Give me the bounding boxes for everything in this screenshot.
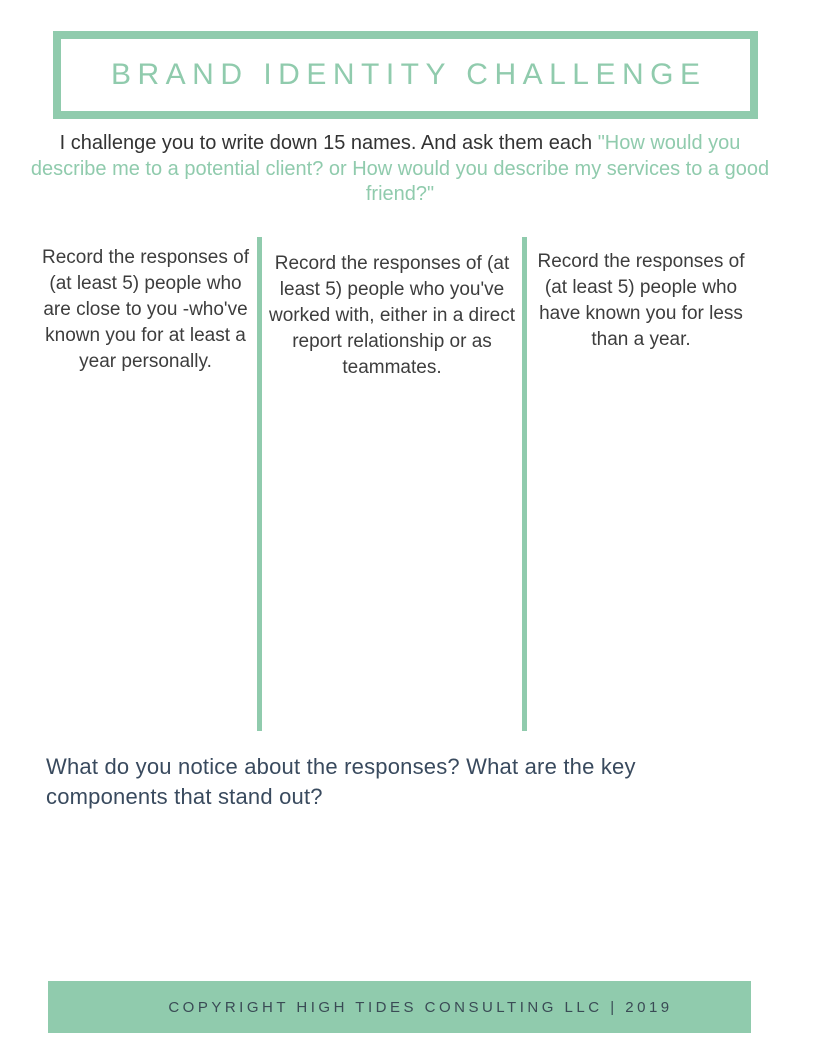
footer-banner	[48, 981, 751, 1033]
intro-question-quote: "How would you describe me to a potential client? or How would you describe my services to a good friend?"	[30, 132, 770, 205]
column-divider-left	[257, 237, 262, 731]
page-title: BRAND IDENTITY CHALLENGE	[110, 58, 707, 91]
copyright-text: COPYRIGHT HIGH TIDES CONSULTING LLC | 2019	[168, 998, 673, 1016]
column-instruction-colleagues: Record the responses of (at least 5) people who you've worked with, either in a direct report relationship or as teammates.	[268, 253, 516, 378]
column-divider-right	[522, 237, 527, 731]
intro-challenge-text: I challenge you to write down 15 names. And ask them each	[59, 132, 598, 154]
intro-paragraph	[28, 131, 772, 208]
reflection-question: What do you notice about the responses? What are the key components that stand out?	[46, 754, 636, 809]
column-instruction-personal: Record the responses of (at least 5) people who are close to you -who've known you for at least a year personally.	[41, 247, 249, 372]
title-banner	[53, 31, 758, 119]
column-instruction-new-acquaintances: Record the responses of (at least 5) people who have known you for less than a year.	[537, 251, 745, 350]
